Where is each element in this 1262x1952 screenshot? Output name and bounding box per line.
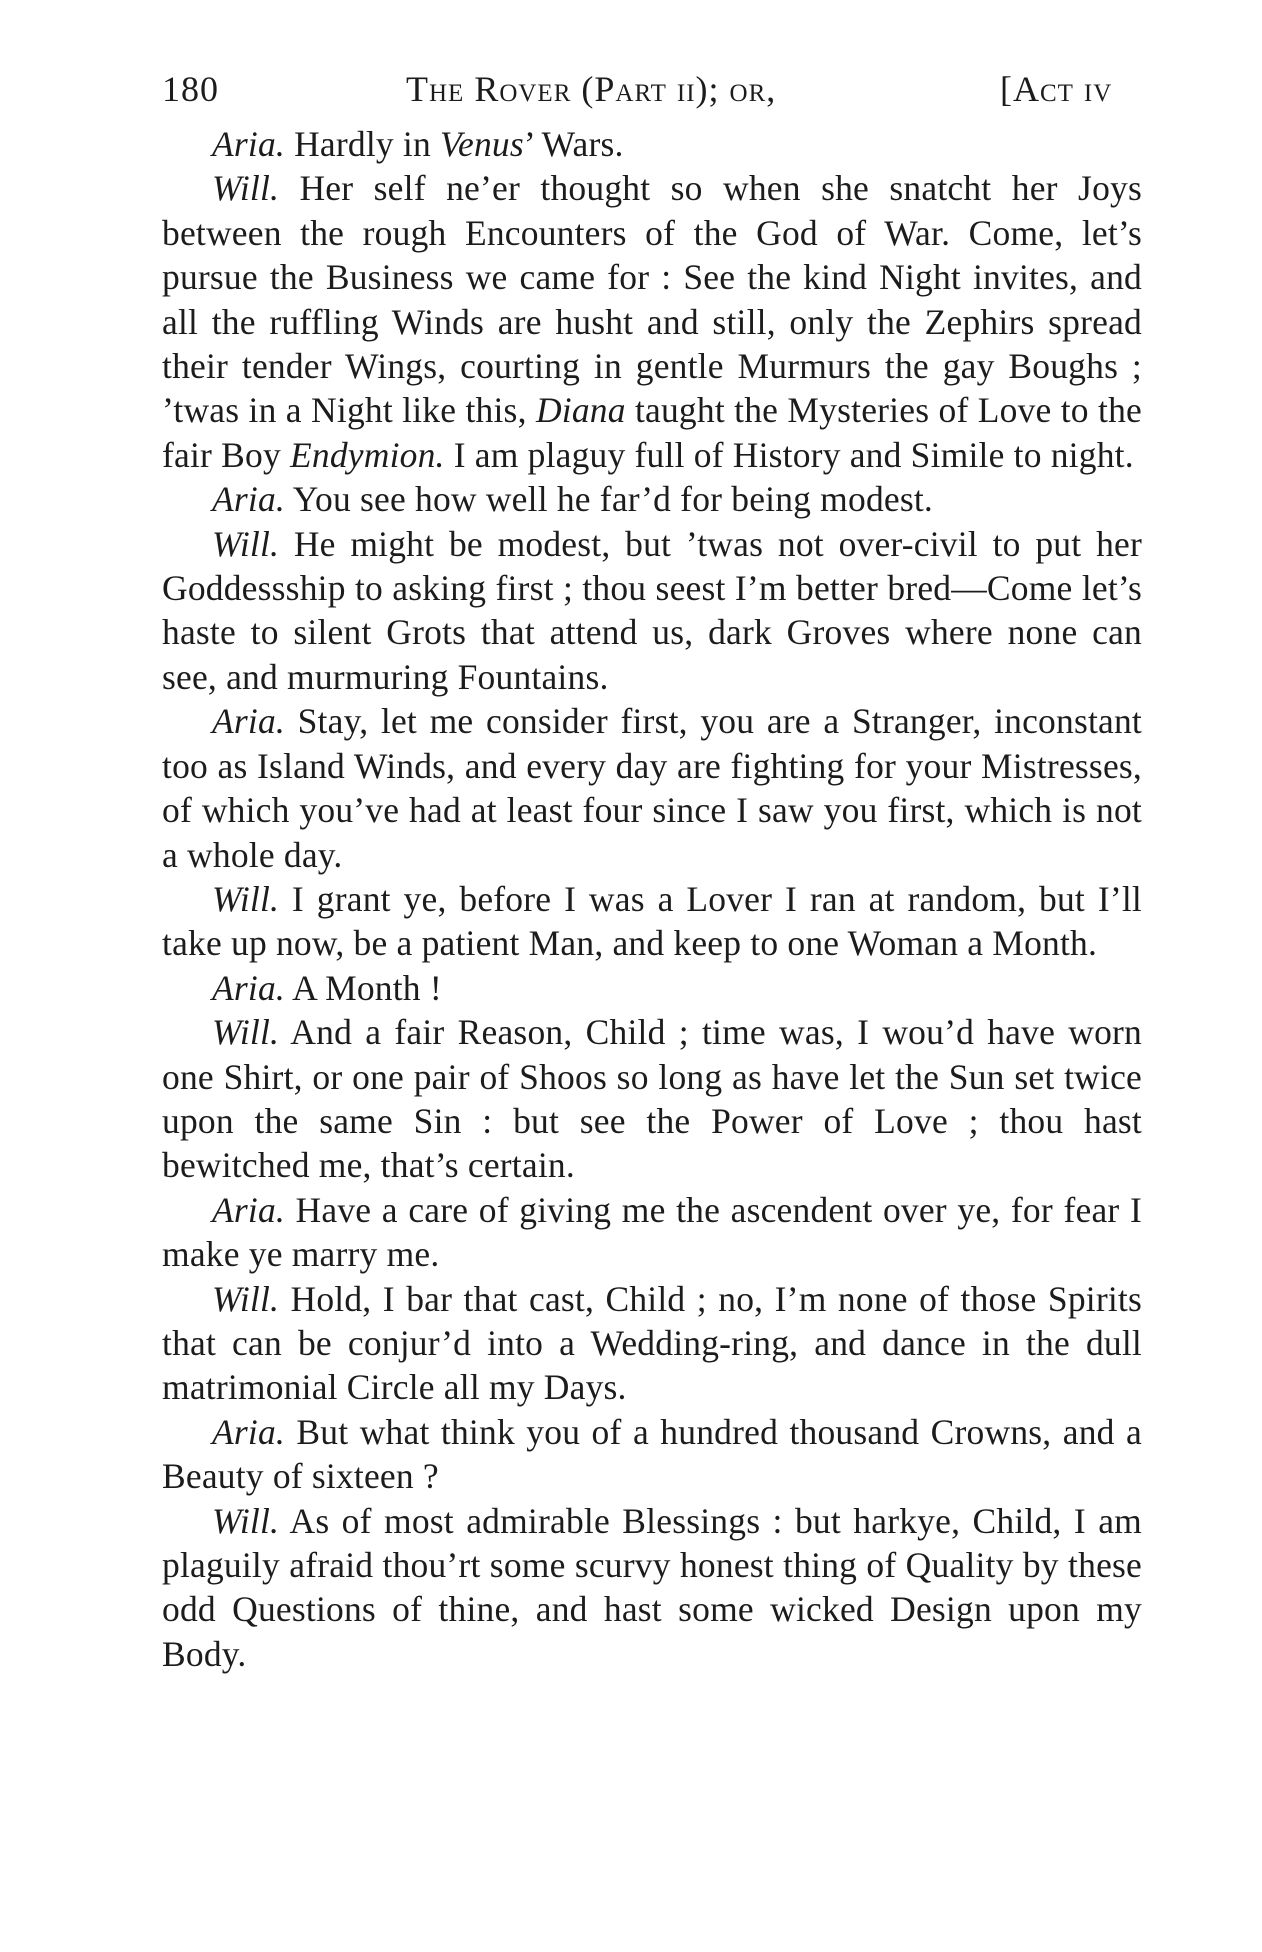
italic-text: Endymion. bbox=[290, 434, 445, 475]
speaker-name: Aria. bbox=[212, 1411, 285, 1452]
running-title: The Rover (Part ii); or, bbox=[406, 69, 777, 109]
speech-paragraph bbox=[162, 1410, 1142, 1499]
speech-text: I am plaguy full of History and Simile to night. bbox=[444, 434, 1134, 475]
speech-paragraph bbox=[162, 1277, 1142, 1410]
speech-text: Hardly in bbox=[285, 124, 441, 164]
dialogue-text bbox=[162, 122, 1142, 1676]
speaker-name: Aria. bbox=[212, 967, 285, 1008]
speech-text: As of most admirable Blessings : but harkye, Child, I am plaguily afraid thou’rt some scurvy honest thing of Quality by these odd Questions of thine, and hast some wicked Design upon my Body. bbox=[162, 1500, 1142, 1674]
speaker-name: Aria. bbox=[212, 124, 285, 164]
speech-paragraph bbox=[162, 522, 1142, 700]
speech-paragraph bbox=[162, 1188, 1142, 1277]
speaker-name: Will. bbox=[212, 1012, 280, 1053]
speech-text: ’ Wars. bbox=[523, 124, 624, 164]
speech-paragraph bbox=[162, 1499, 1142, 1677]
act-label: [Act iv bbox=[1000, 69, 1113, 109]
speaker-name: Will. bbox=[212, 1500, 280, 1541]
italic-text: Diana bbox=[535, 390, 626, 431]
book-page bbox=[162, 62, 1142, 1676]
speech-text: A Month ! bbox=[285, 967, 442, 1008]
speech-paragraph bbox=[162, 1010, 1142, 1188]
speaker-name: Will. bbox=[212, 523, 280, 564]
speaker-name: Aria. bbox=[212, 701, 285, 742]
speech-text: And a fair Reason, Child ; time was, I wou’d have worn one Shirt, or one pair of Shoos so long as have let the Sun set twice upon the same Sin : but see the Power of Love ; thou hast bewitched me, that’s certain. bbox=[162, 1012, 1142, 1186]
speech-paragraph bbox=[162, 122, 1142, 166]
speech-paragraph bbox=[162, 877, 1142, 966]
speech-text: taught the Mysteries of Love to the fair Boy bbox=[162, 390, 1143, 475]
speech-text: Have a care of giving me the ascendent over ye, for fear I make ye marry me. bbox=[162, 1189, 1142, 1275]
speech-paragraph bbox=[162, 477, 1142, 521]
speech-text: Stay, let me consider first, you are a Stranger, inconstant too as Island Winds, and every day are fighting for your Mistresses, of which you’ve had at least four since I saw you first, which is not a whole day. bbox=[162, 701, 1142, 875]
speaker-name: Will. bbox=[212, 878, 280, 919]
speech-paragraph bbox=[162, 966, 1142, 1010]
speech-text: I grant ye, before I was a Lover I ran at random, but I’ll take up now, be a patient Man, and keep to one Woman a Month. bbox=[162, 878, 1142, 964]
speech-paragraph bbox=[162, 166, 1142, 477]
speech-paragraph bbox=[162, 699, 1142, 877]
speech-text: Her self ne’er thought so when she snatcht her Joys between the rough Encounters of the God of War. Come, let’s pursue the Business we came for : See the kind Night invites, and all the ruffling Winds are husht and still, only the Zephirs spread their tender Wings, courting in gentle Murmurs the gay Boughs ; ’twas in a Night like this, bbox=[162, 168, 1142, 431]
page-number: 180 bbox=[162, 69, 219, 109]
speech-text: He might be modest, but ’twas not over-civil to put her Goddessship to asking first ; thou seest I’m better bred—Come let’s haste to silent Grots that attend us, dark Groves where none can see, and murmuring Fountains. bbox=[162, 523, 1142, 697]
speech-text: But what think you of a hundred thousand Crowns, and a Beauty of sixteen ? bbox=[162, 1411, 1142, 1497]
speaker-name: Aria. bbox=[212, 479, 285, 520]
speaker-name: Aria. bbox=[212, 1189, 285, 1230]
speaker-name: Will. bbox=[212, 1278, 280, 1319]
speaker-name: Will. bbox=[212, 168, 280, 209]
page-header bbox=[162, 62, 1142, 122]
speech-text: Hold, I bar that cast, Child ; no, I’m none of those Spirits that can be conjur’d into a Wedding-ring, and dance in the dull matrimonial Circle all my Days. bbox=[162, 1278, 1142, 1408]
speech-text: You see how well he far’d for being modest. bbox=[285, 479, 934, 520]
italic-text: Venus bbox=[440, 124, 524, 164]
